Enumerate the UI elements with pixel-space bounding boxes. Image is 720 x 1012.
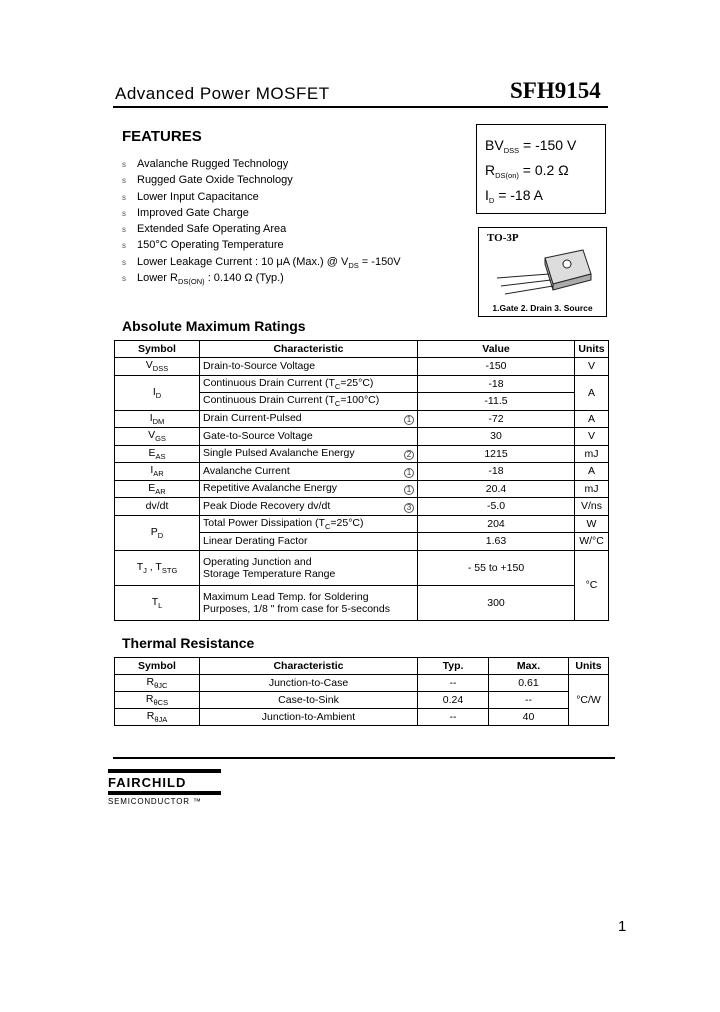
characteristic-text: Linear Derating Factor — [203, 535, 308, 548]
bullet-icon: s — [122, 274, 126, 284]
spec-bvdss: $BV_{DSS} = -150$ V — [485, 137, 577, 155]
note-ref: 1 — [404, 415, 414, 425]
col-header: Symbol — [115, 658, 200, 675]
abs-max-table — [114, 340, 609, 621]
characteristic-cell — [200, 428, 418, 446]
bullet-icon: s — [122, 257, 126, 267]
typ-cell: -- — [418, 675, 489, 692]
characteristic-cell — [200, 585, 418, 620]
spec-rdson: $R_{DS(on)} = 0.2$ Ω — [485, 162, 569, 180]
value-cell: - 55 to +150 — [418, 550, 575, 585]
feature-item — [122, 237, 401, 253]
value-cell: -18 — [418, 463, 575, 481]
key-specs-box — [476, 124, 606, 214]
table-row — [115, 692, 609, 709]
unit-cell: °C/W — [569, 675, 609, 726]
feature-item — [122, 270, 401, 286]
feature-text: Improved Gate Charge — [137, 206, 249, 219]
feature-text: Extended Safe Operating Area — [137, 223, 287, 236]
note-ref: 1 — [404, 468, 414, 478]
table-header-row — [115, 658, 609, 675]
bullet-icon: s — [122, 192, 126, 202]
unit-cell: °C — [575, 550, 609, 620]
unit-cell: V — [575, 428, 609, 446]
characteristic-text: Continuous Drain Current $(T_C=100^\circ C)$ — [203, 394, 380, 409]
to3p-package-icon — [487, 244, 599, 302]
col-header: Characteristic — [200, 341, 418, 358]
unit-cell: A — [575, 463, 609, 481]
characteristic-cell — [200, 533, 418, 551]
col-header: Value — [418, 341, 575, 358]
feature-text: Lower Leakage Current : 10 μA (Max.) @ $V_{DS} = -150V$ — [137, 255, 401, 270]
symbol-cell: $V_{GS}$ — [115, 428, 200, 446]
package-box — [478, 227, 607, 317]
table-row — [115, 463, 609, 481]
bullet-icon: s — [122, 241, 126, 251]
value-cell: -18 — [418, 375, 575, 393]
table-row — [115, 498, 609, 516]
note-ref: 3 — [404, 503, 414, 513]
symbol-cell: $P_D$ — [115, 515, 200, 550]
feature-text: Rugged Gate Oxide Technology — [137, 174, 293, 187]
max-cell: 40 — [489, 709, 569, 726]
symbol-cell: $V_{DSS}$ — [115, 358, 200, 376]
table-row — [115, 709, 609, 726]
characteristic-cell — [200, 393, 418, 411]
unit-cell: mJ — [575, 480, 609, 498]
value-cell: 30 — [418, 428, 575, 446]
symbol-cell: $E_{AS}$ — [115, 445, 200, 463]
characteristic-cell — [200, 445, 418, 463]
bullet-icon: s — [122, 208, 126, 218]
fairchild-logo: FAIRCHILD — [108, 775, 187, 790]
characteristic-text: Continuous Drain Current $(T_C=25^\circ C)$ — [203, 376, 374, 391]
col-header: Symbol — [115, 341, 200, 358]
characteristic-text: Repetitive Avalanche Energy — [203, 482, 338, 495]
table-row — [115, 480, 609, 498]
feature-item — [122, 205, 401, 221]
characteristic-cell — [200, 550, 418, 585]
page-number: 1 — [618, 918, 627, 935]
spec-id: $I_D = -18$ A — [485, 187, 543, 205]
symbol-cell: $R_{\theta JA}$ — [115, 709, 200, 726]
feature-text: Lower $R_{DS(ON)}$ : 0.140 Ω (Typ.) — [137, 272, 284, 287]
table-row — [115, 428, 609, 446]
table-row — [115, 375, 609, 393]
value-cell: -5.0 — [418, 498, 575, 516]
symbol-cell: $R_{\theta CS}$ — [115, 692, 200, 709]
characteristic-cell — [200, 515, 418, 533]
logo-bar — [108, 791, 221, 795]
symbol-cell: $T_J$ , $T_{STG}$ — [115, 550, 200, 585]
characteristic-cell — [200, 498, 418, 516]
characteristic-text: Maximum Lead Temp. for Soldering Purposes, 1/8 " from case for 5-seconds — [203, 590, 390, 615]
typ-cell: -- — [418, 709, 489, 726]
characteristic-cell — [200, 463, 418, 481]
characteristic-cell: Junction-to-Case — [200, 675, 418, 692]
max-cell: -- — [489, 692, 569, 709]
logo-subtitle: SEMICONDUCTOR ™ — [108, 797, 202, 806]
symbol-cell: dv/dt — [115, 498, 200, 516]
characteristic-text: Gate-to-Source Voltage — [203, 430, 313, 443]
characteristic-cell — [200, 480, 418, 498]
characteristic-text: Avalanche Current — [203, 464, 290, 477]
feature-item — [122, 189, 401, 205]
logo-bar — [108, 769, 221, 773]
abs-max-heading: Absolute Maximum Ratings — [122, 318, 306, 334]
feature-item — [122, 221, 401, 237]
note-ref: 1 — [404, 485, 414, 495]
unit-cell: mJ — [575, 445, 609, 463]
thermal-table — [114, 657, 609, 726]
value-cell: 1.63 — [418, 533, 575, 551]
col-header: Units — [575, 341, 609, 358]
table-row — [115, 358, 609, 376]
feature-item — [122, 172, 401, 188]
note-ref: 2 — [404, 450, 414, 460]
thermal-heading: Thermal Resistance — [122, 635, 255, 651]
characteristic-text: Operating Junction and Storage Temperature Range — [203, 555, 336, 580]
characteristic-text: Total Power Dissipation $(T_C=25^\circ C)$ — [203, 516, 364, 531]
pin-legend: 1.Gate 2. Drain 3. Source — [492, 303, 593, 313]
unit-cell: A — [575, 375, 609, 410]
feature-item — [122, 156, 401, 172]
unit-cell: V — [575, 358, 609, 376]
unit-cell: W/°C — [575, 533, 609, 551]
part-number: SFH9154 — [510, 78, 601, 103]
typ-cell: 0.24 — [418, 692, 489, 709]
symbol-cell: $R_{\theta JC}$ — [115, 675, 200, 692]
col-header: Max. — [489, 658, 569, 675]
characteristic-text: Drain-to-Source Voltage — [203, 360, 316, 373]
table-row — [115, 410, 609, 428]
value-cell: 20.4 — [418, 480, 575, 498]
symbol-cell: $I_D$ — [115, 375, 200, 410]
value-cell: 1215 — [418, 445, 575, 463]
feature-text: Lower Input Capacitance — [137, 190, 259, 203]
table-row — [115, 515, 609, 533]
value-cell: -72 — [418, 410, 575, 428]
symbol-cell: $I_{DM}$ — [115, 410, 200, 428]
characteristic-cell — [200, 375, 418, 393]
characteristic-cell — [200, 358, 418, 376]
features-list — [122, 156, 401, 286]
characteristic-cell — [200, 410, 418, 428]
symbol-cell: $T_L$ — [115, 585, 200, 620]
characteristic-cell: Junction-to-Ambient — [200, 709, 418, 726]
table-row — [115, 445, 609, 463]
characteristic-cell: Case-to-Sink — [200, 692, 418, 709]
value-cell: -150 — [418, 358, 575, 376]
header-divider — [113, 106, 608, 108]
table-row — [115, 585, 609, 620]
table-row — [115, 675, 609, 692]
col-header: Characteristic — [200, 658, 418, 675]
bullet-icon: s — [122, 160, 126, 169]
table-row — [115, 550, 609, 585]
feature-text: Avalanche Rugged Technology — [137, 158, 289, 170]
unit-cell: V/ns — [575, 498, 609, 516]
unit-cell: W — [575, 515, 609, 533]
col-header: Typ. — [418, 658, 489, 675]
document-title: Advanced Power MOSFET — [115, 84, 330, 103]
col-header: Units — [569, 658, 609, 675]
value-cell: -11.5 — [418, 393, 575, 411]
characteristic-text: Peak Diode Recovery dv/dt — [203, 499, 331, 512]
symbol-cell: $E_{AR}$ — [115, 480, 200, 498]
bullet-icon: s — [122, 225, 126, 235]
feature-item — [122, 254, 401, 270]
characteristic-text: Drain Current-Pulsed — [203, 412, 302, 425]
footer-divider — [113, 757, 615, 759]
feature-text: 150°C Operating Temperature — [137, 239, 284, 252]
symbol-cell: $I_{AR}$ — [115, 463, 200, 481]
value-cell: 204 — [418, 515, 575, 533]
characteristic-text: Single Pulsed Avalanche Energy — [203, 447, 355, 460]
max-cell: 0.61 — [489, 675, 569, 692]
value-cell: 300 — [418, 585, 575, 620]
package-name: TO-3P — [487, 232, 519, 244]
unit-cell: A — [575, 410, 609, 428]
features-heading: FEATURES — [122, 128, 202, 145]
bullet-icon: s — [122, 176, 126, 186]
table-header-row — [115, 341, 609, 358]
